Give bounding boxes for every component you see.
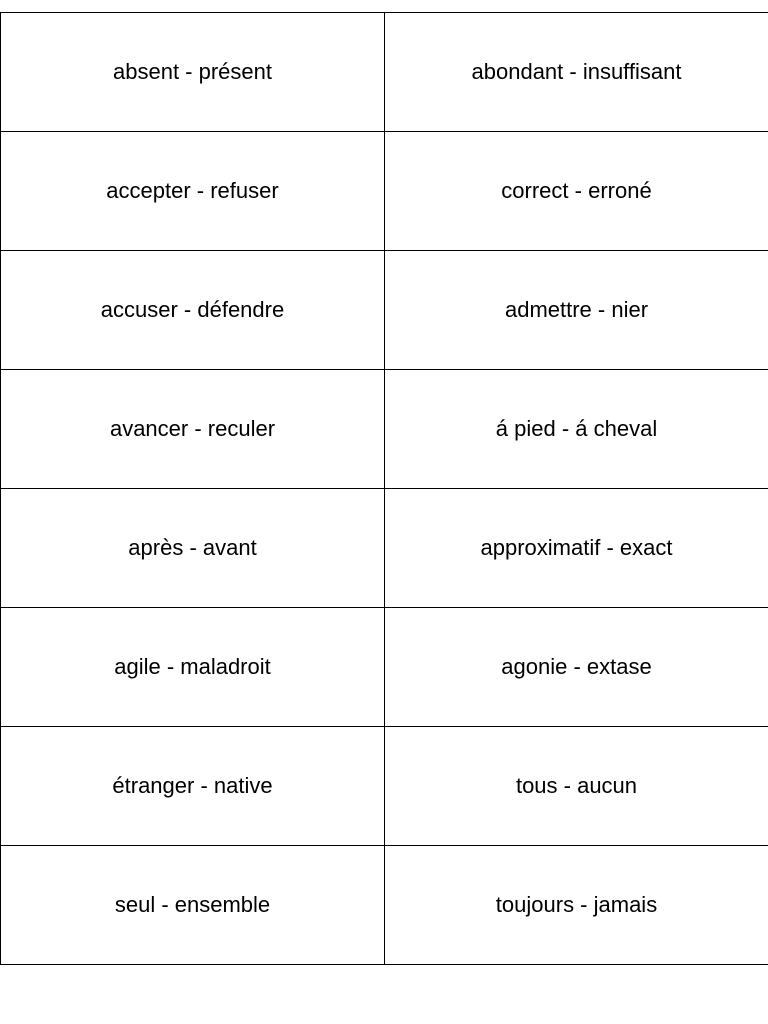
card-cell bbox=[1, 13, 385, 132]
table-row bbox=[1, 251, 768, 370]
table-row bbox=[1, 608, 768, 727]
card-cell bbox=[385, 132, 768, 251]
antonym-pair: agonie - extase bbox=[501, 654, 652, 679]
antonym-pair: absent - présent bbox=[113, 59, 272, 84]
antonym-pair: abondant - insuffisant bbox=[471, 59, 682, 84]
antonym-pair: seul - ensemble bbox=[114, 892, 271, 917]
antonym-pair: á pied - á cheval bbox=[495, 416, 658, 441]
card-cell bbox=[1, 608, 385, 727]
antonym-pair: étranger - native bbox=[112, 773, 273, 798]
antonym-pair: accepter - refuser bbox=[106, 178, 279, 203]
antonym-pair: toujours - jamais bbox=[495, 892, 658, 917]
antonym-pair: approximatif - exact bbox=[480, 535, 673, 560]
card-cell bbox=[1, 727, 385, 846]
card-cell bbox=[1, 251, 385, 370]
card-cell bbox=[1, 132, 385, 251]
antonym-pair: avancer - reculer bbox=[109, 416, 276, 441]
card-cell bbox=[1, 489, 385, 608]
antonym-card-grid bbox=[0, 12, 768, 965]
card-cell bbox=[385, 846, 768, 965]
card-cell bbox=[385, 251, 768, 370]
card-cell bbox=[385, 727, 768, 846]
antonym-pair: après - avant bbox=[128, 535, 257, 560]
antonym-pair: tous - aucun bbox=[515, 773, 638, 798]
table-row bbox=[1, 727, 768, 846]
card-cell bbox=[1, 846, 385, 965]
table-row bbox=[1, 13, 768, 132]
antonym-pair: accuser - défendre bbox=[100, 297, 285, 322]
card-cell bbox=[385, 13, 768, 132]
table-row bbox=[1, 489, 768, 608]
table-row bbox=[1, 132, 768, 251]
antonym-pair: admettre - nier bbox=[504, 297, 649, 322]
card-cell bbox=[385, 370, 768, 489]
antonym-pair: agile - maladroit bbox=[114, 654, 271, 679]
table-row bbox=[1, 846, 768, 965]
card-cell bbox=[385, 489, 768, 608]
antonym-pair: correct - erroné bbox=[501, 178, 652, 203]
table-row bbox=[1, 370, 768, 489]
card-cell bbox=[1, 370, 385, 489]
card-cell bbox=[385, 608, 768, 727]
